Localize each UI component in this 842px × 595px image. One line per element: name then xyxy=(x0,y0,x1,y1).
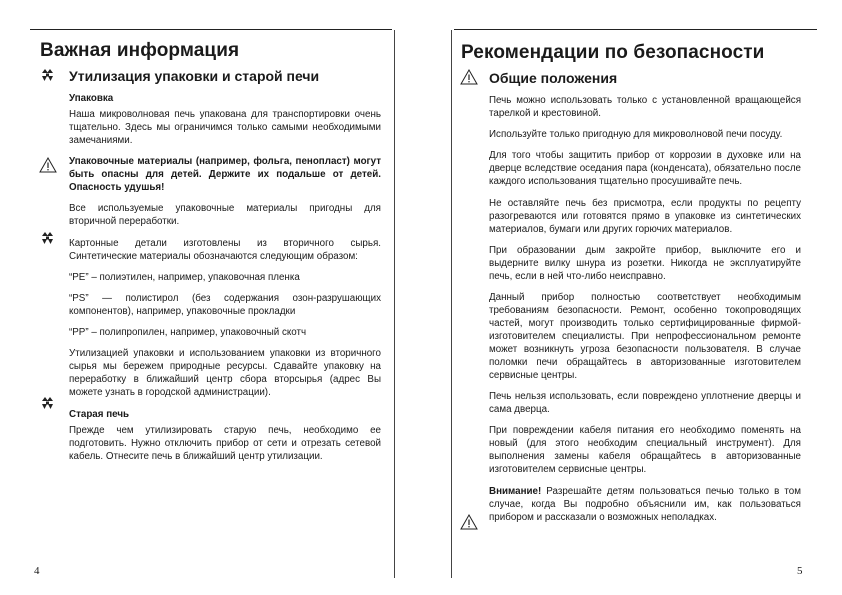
warning-triangle-icon xyxy=(460,514,478,535)
pe-text: “PE” – полиэтилен, например, упаковочная пленка xyxy=(69,271,300,283)
recycle-icon xyxy=(40,396,55,415)
page-title: Рекомендации по безопасности xyxy=(461,42,765,63)
packaging-warning: Упаковочные материалы (например, фольга, пенопласт) могут быть опасны для детей. Держите их подальше от детей. Опасность удушья! xyxy=(69,156,381,194)
warning-triangle-icon xyxy=(460,69,478,90)
old-oven-subtitle: Старая печь xyxy=(69,408,130,420)
section-title: Общие положения xyxy=(489,70,618,86)
cardboard-text: Картонные детали изготовлены из вторичного сырья. Синтетические материалы обозначаются следующим образом: xyxy=(69,237,381,262)
top-rule xyxy=(454,29,817,30)
old-oven-text: Прежде чем утилизировать старую печь, необходимо ее подготовить. Нужно отключить прибор от сети и отрезать сетевой кабель. Отнесите печь в ближайший центр утилизации. xyxy=(69,424,381,462)
page-title: Важная информация xyxy=(40,40,240,61)
left-body xyxy=(69,92,381,471)
disposal-text: Утилизацией упаковки и использованием упаковки из вторичного сырья мы бережем природные ресурсы. Сдавайте упаковку на переработку в ближайший центр сбора вторсырья (адрес Вы можете узнать в городской администрации). xyxy=(69,348,381,399)
attention-label: Внимание! xyxy=(489,485,542,497)
section-title: Утилизация упаковки и старой печи xyxy=(69,68,320,84)
safety-paragraph: Используйте только пригодную для микроволновой печи посуду. xyxy=(489,129,783,141)
page-number: 5 xyxy=(797,565,803,577)
pp-text: “PP” – полипропилен, например, упаковочный скотч xyxy=(69,327,307,339)
packaging-subtitle: Упаковка xyxy=(69,93,114,104)
safety-paragraph: При повреждении кабеля питания его необходимо поменять на новый (для этого необходим специальный инструмент). Для выполнения замены кабеля обращайтесь в авторизованные изготовителем сервисные центры. xyxy=(489,425,801,476)
safety-paragraph: При образовании дым закройте прибор, выключите его и выдерните вилку шнура из розетки. Никогда не эксплуатируйте печь, если в ней что-либо неисправно. xyxy=(489,244,801,282)
page-border xyxy=(394,30,395,578)
safety-paragraph: Печь нельзя использовать, если повреждено уплотнение дверцы и сама дверца. xyxy=(489,391,801,416)
ps-text: “PS” — полистирол (без содержания озон-разрушающих компонентов), например, упаковочные прокладки xyxy=(69,292,381,317)
recyclable-text: Все используемые упаковочные материалы пригодны для вторичной переработки. xyxy=(69,203,381,228)
right-page xyxy=(421,0,842,595)
page-border xyxy=(451,30,452,578)
attention-text: Разрешайте детям пользоваться печью только в том случае, когда Вы подробно объяснили им, как пользоваться прибором и рассказали о возможных неполадках. xyxy=(489,485,801,523)
safety-paragraph: Не оставляйте печь без присмотра, если продукты по рецепту разогреваются или готовятся прямо в упаковке из синтетических материалов, бумаги или других горючих материалов. xyxy=(489,197,801,235)
page-number: 4 xyxy=(34,565,40,577)
packaging-text: Наша микроволновая печь упакована для транспортировки очень тщательно. Здесь мы ограничимся только самыми необходимыми замечаниями. xyxy=(69,109,381,146)
recycle-icon xyxy=(40,68,55,87)
safety-paragraph: Данный прибор полностью соответствует необходимым требованиям безопасности. Ремонт, особенно токопроводящих частей, могут производить только сертифицированные фирмой-изготовителем специалисты. При непрофессиональном ремонте может возникнуть угроза безопасности пользователя. В случае поломки печи обращайтесь в авторизованные изготовителем сервисные центры. xyxy=(489,291,801,381)
attention-paragraph xyxy=(489,485,801,524)
warning-triangle-icon xyxy=(39,157,57,178)
safety-paragraph: Печь можно использовать только с установленной вращающейся тарелкой и крестовиной. xyxy=(489,95,801,119)
safety-paragraph: Для того чтобы защитить прибор от коррозии в духовке или на дверце вследствие оседания пара (конденсата), обязательно после каждого использования тщательно просушивайте печь. xyxy=(489,150,801,188)
top-rule xyxy=(30,29,392,30)
recycle-icon xyxy=(40,231,55,250)
right-body xyxy=(489,94,801,532)
